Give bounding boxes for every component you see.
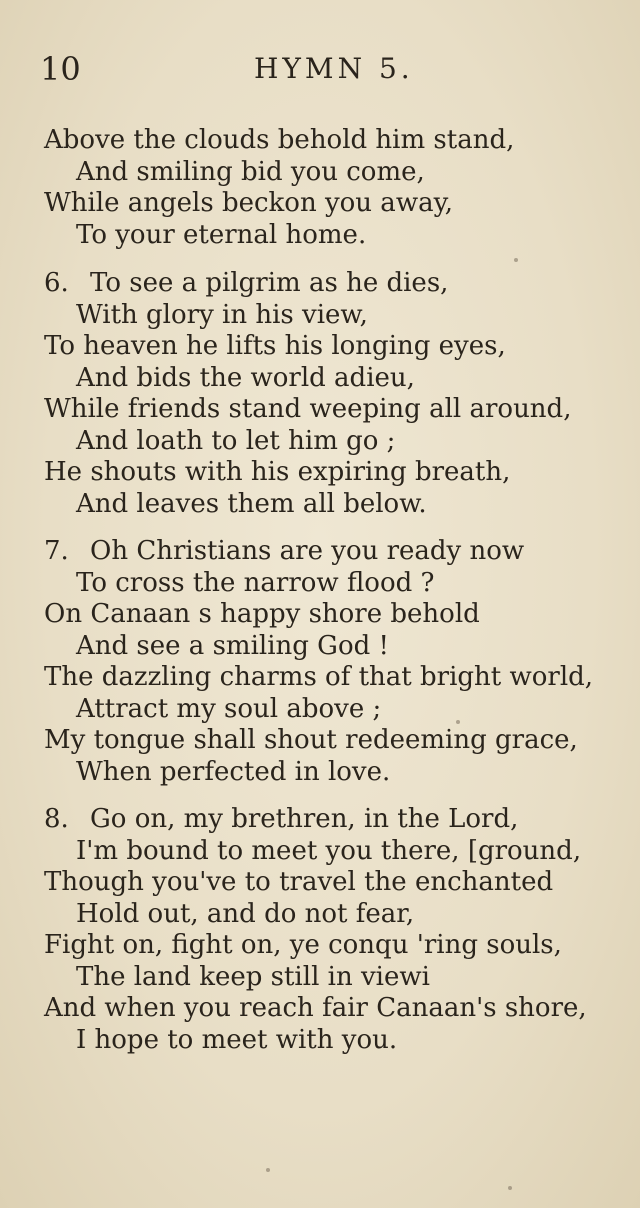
verse-line: Hold out, and do not fear,	[76, 898, 415, 929]
verse-line: While angels beckon you away,	[44, 188, 454, 218]
stanza-6	[0, 268, 640, 520]
verse-line: To cross the narrow flood ?	[76, 567, 435, 598]
verse-line: To heaven he lifts his longing eyes,	[44, 331, 506, 361]
stanza-7	[0, 536, 640, 788]
page-header	[40, 50, 600, 94]
verse-line: To your eternal home.	[76, 219, 367, 250]
stanza-number: 8.	[44, 804, 69, 834]
verse-line: 7. Oh Christians are you ready now	[44, 536, 525, 566]
verse-line: The dazzling charms of that bright world,	[44, 662, 594, 692]
verse-line: The land keep still in viewi	[76, 961, 430, 992]
verse-line: 8. Go on, my brethren, in the Lord,	[44, 804, 519, 834]
paper-speck	[514, 258, 518, 262]
verse-line: Fight on, fight on, ye conqu 'ring souls,	[44, 930, 562, 960]
stanza-number: 7.	[44, 536, 69, 566]
verse-line: Above the clouds behold him stand,	[44, 125, 515, 155]
verse-line: And bids the world adieu,	[76, 362, 415, 393]
verse-line: With glory in his view,	[76, 299, 368, 330]
verse-line: Attract my soul above ;	[76, 693, 382, 724]
verse-line: 6. To see a pilgrim as he dies,	[44, 268, 449, 298]
verse-line: While friends stand weeping all around,	[44, 394, 572, 424]
verse-line: My tongue shall shout redeeming grace,	[44, 725, 578, 755]
paper-speck	[508, 1186, 512, 1190]
stanza-8	[0, 804, 640, 1056]
verse-line: And leaves them all below.	[76, 488, 427, 519]
verse-line: On Canaan s happy shore behold	[44, 599, 480, 629]
verse-line: And loath to let him go ;	[76, 425, 396, 456]
verse-line: I hope to meet with you.	[76, 1024, 398, 1055]
page-number: 10	[40, 50, 81, 88]
stanza-continued	[0, 125, 640, 251]
verse-line: And when you reach fair Canaan's shore,	[44, 993, 587, 1023]
verse-line: And smiling bid you come,	[76, 156, 425, 187]
verse-line: He shouts with his expiring breath,	[44, 457, 511, 487]
paper-speck	[456, 720, 460, 724]
verse-line: Though you've to travel the enchanted	[44, 867, 554, 897]
verse-line: And see a smiling God !	[76, 630, 389, 661]
paper-speck	[266, 1168, 270, 1172]
stanza-number: 6.	[44, 268, 69, 298]
verse-line: I'm bound to meet you there, [ground,	[76, 835, 582, 866]
verse-line: When perfected in love.	[76, 756, 391, 787]
hymn-title: HYMN 5.	[254, 52, 414, 85]
